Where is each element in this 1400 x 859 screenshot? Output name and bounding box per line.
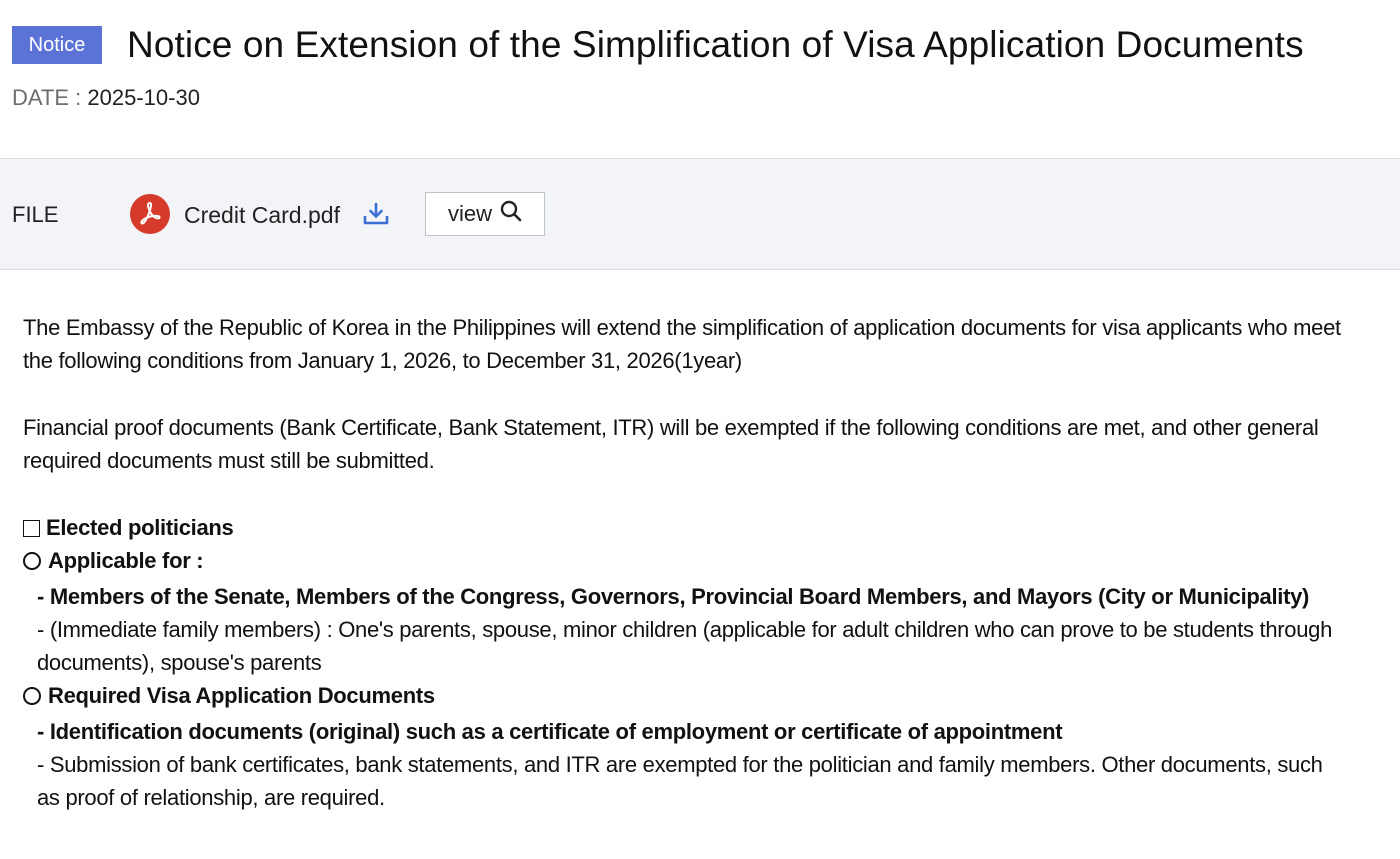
applicable-item-officials: - Members of the Senate, Members of the Congress, Governors, Provincial Board Members, and Mayors (City or Municipality) bbox=[37, 584, 1310, 609]
page-title: Notice on Extension of the Simplification of Visa Application Documents bbox=[127, 24, 1304, 65]
section-title: Elected politicians bbox=[46, 515, 234, 540]
file-name: Credit Card.pdf bbox=[184, 202, 340, 228]
financial-paragraph: Financial proof documents (Bank Certificate, Bank Statement, ITR) will be exempted if the following conditions are met, and other general required documents must still be submitted. bbox=[23, 415, 1319, 473]
required-item-exemption: - Submission of bank certificates, bank statements, and ITR are exempted for the politician and family members. Other documents, such as proof of relationship, are required. bbox=[37, 752, 1323, 810]
applicable-heading bbox=[23, 544, 1343, 577]
pdf-icon bbox=[130, 194, 170, 234]
square-bullet-icon bbox=[23, 520, 40, 537]
intro-paragraph: The Embassy of the Republic of Korea in the Philippines will extend the simplification of application documents for visa applicants who meet the following conditions from January 1, 2026, to December 31, 2026(1year) bbox=[23, 315, 1341, 373]
required-item-identification: - Identification documents (original) such as a certificate of employment or certificate of appointment bbox=[37, 719, 1063, 744]
file-label: FILE bbox=[12, 202, 59, 227]
file-attachment-bar bbox=[0, 158, 1400, 270]
required-heading-text: Required Visa Application Documents bbox=[48, 683, 435, 708]
notice-header bbox=[12, 24, 1304, 66]
search-icon bbox=[492, 200, 522, 228]
circle-bullet-icon bbox=[23, 552, 41, 570]
view-button-label: view bbox=[447, 201, 492, 226]
required-heading bbox=[23, 679, 1343, 712]
view-button[interactable] bbox=[425, 192, 545, 236]
notice-badge: Notice bbox=[12, 26, 102, 64]
date-label: DATE : bbox=[12, 85, 88, 110]
notice-body bbox=[23, 311, 1343, 814]
date-value: 2025-10-30 bbox=[87, 85, 200, 110]
applicable-item-family: - (Immediate family members) : One's parents, spouse, minor children (applicable for adult children who can prove to be students through documents), spouse's parents bbox=[37, 617, 1333, 675]
section-heading bbox=[23, 511, 1343, 544]
date-row bbox=[12, 85, 200, 111]
applicable-heading-text: Applicable for : bbox=[48, 548, 204, 573]
circle-bullet-icon bbox=[23, 687, 41, 705]
download-icon[interactable] bbox=[362, 201, 390, 227]
